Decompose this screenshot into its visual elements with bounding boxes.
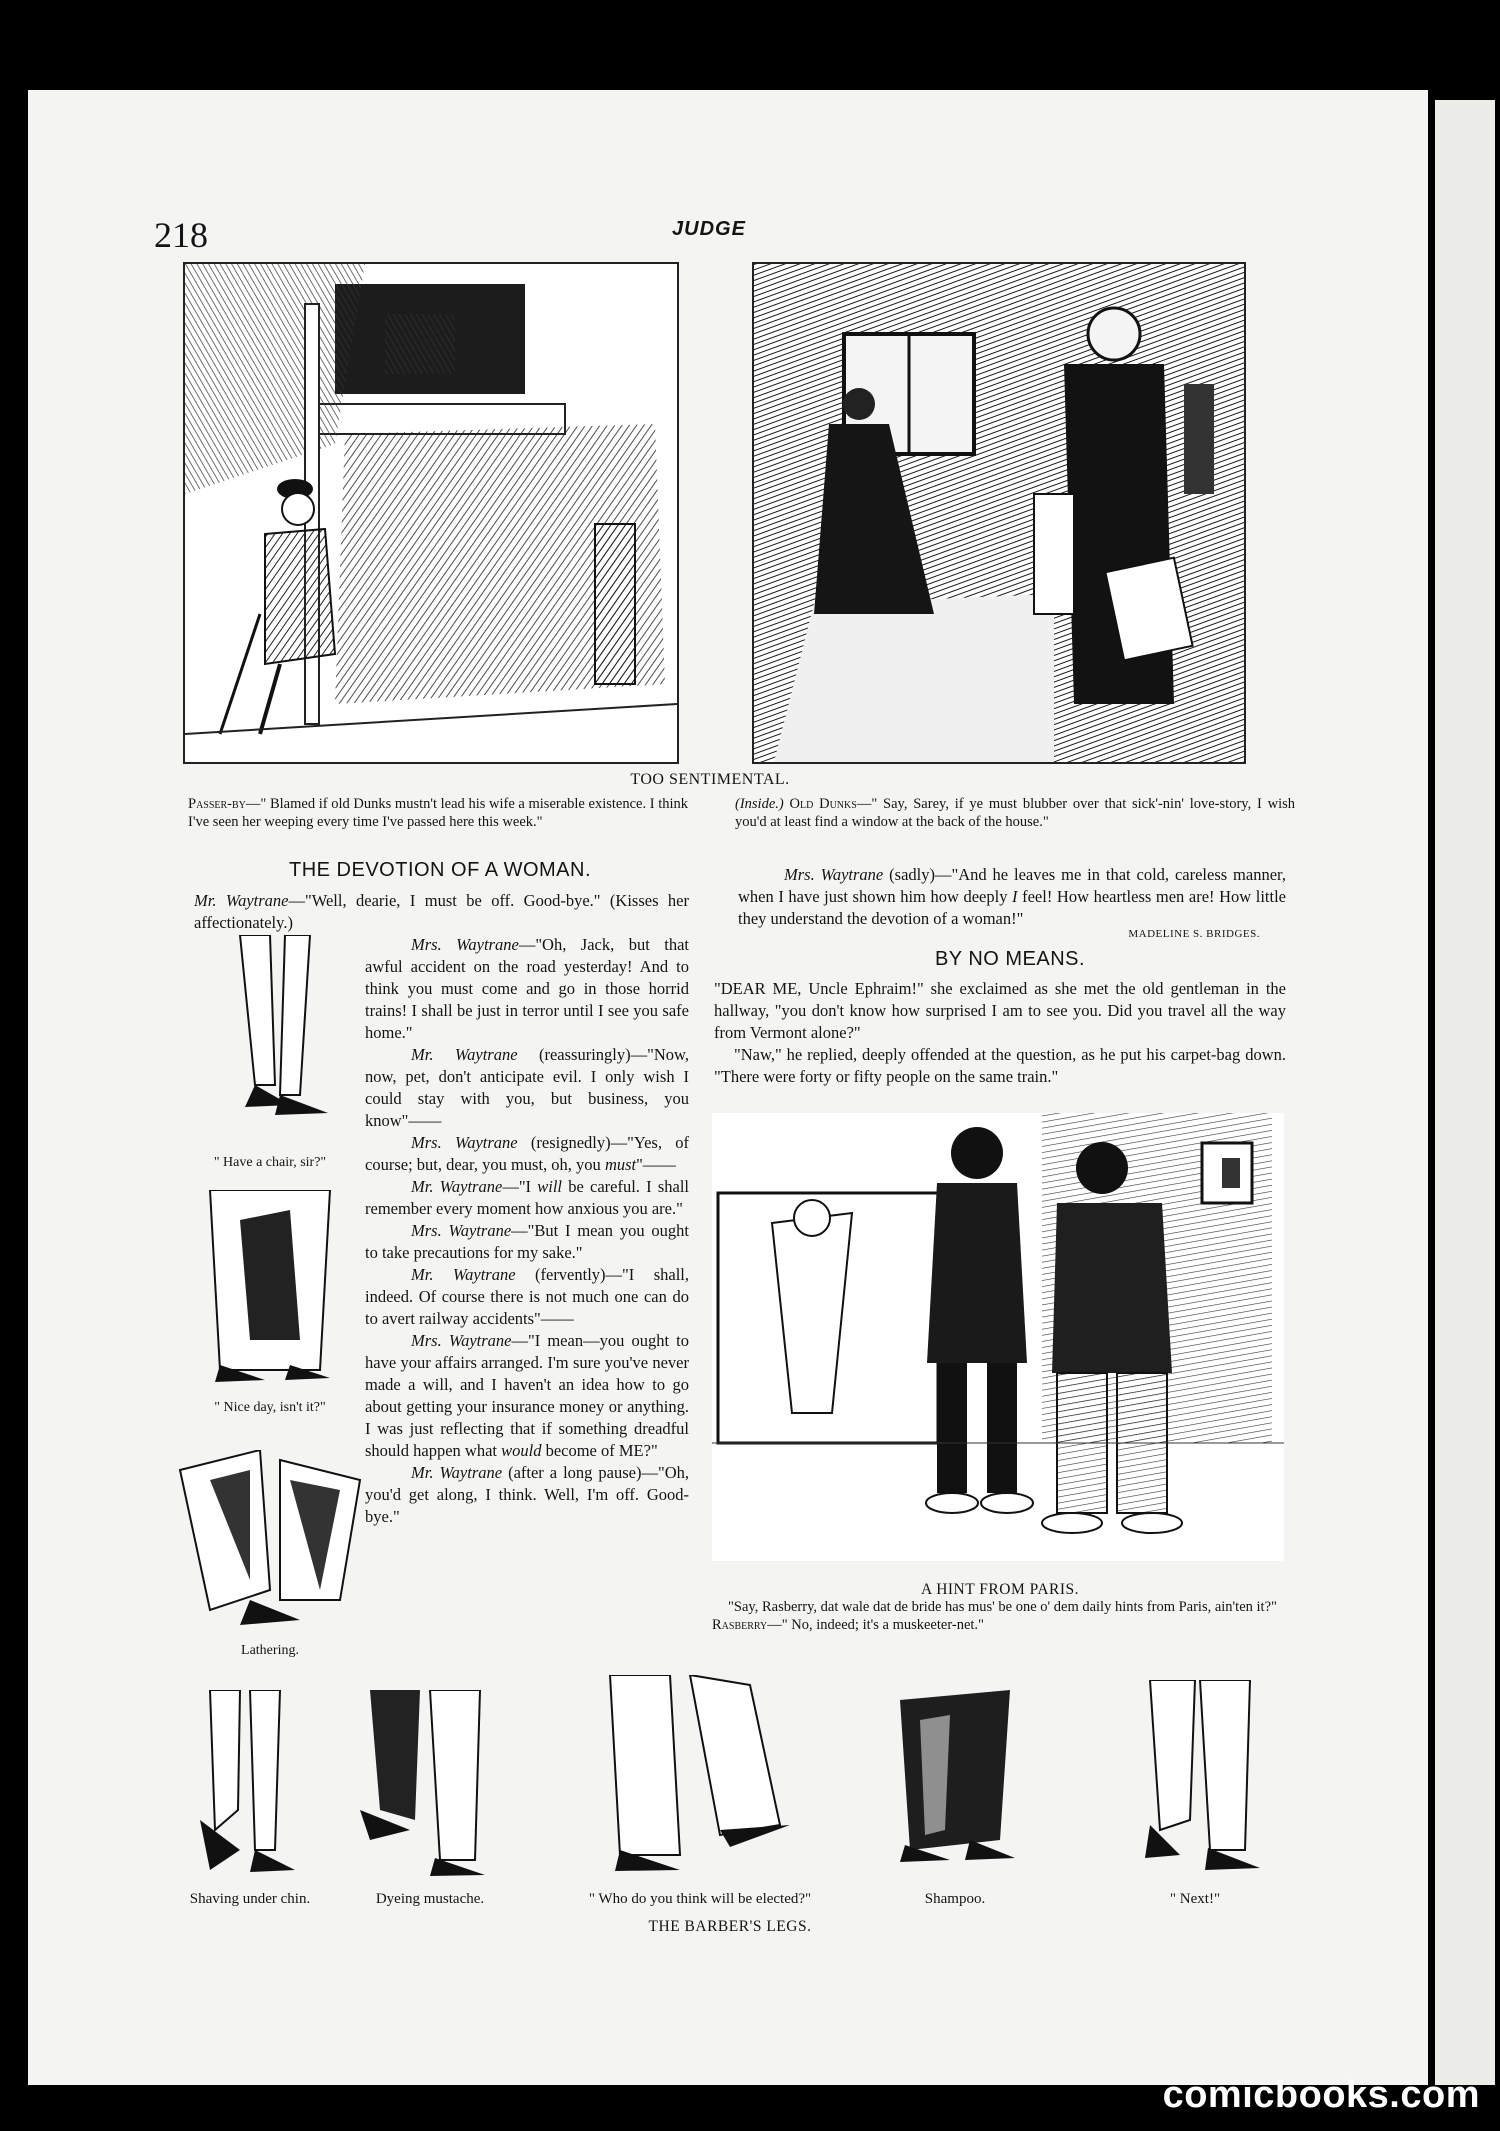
caption-legs-7: Shampoo. <box>924 1891 986 1907</box>
caption-legs-8: " Next!" <box>1169 1891 1221 1907</box>
caption-hint-line-1: "Say, Rasberry, dat wale dat de bride has mus' be one o' dem daily hints from Paris, ain'ten it?" <box>728 1599 1277 1615</box>
illustration-legs-3 <box>170 1450 370 1630</box>
devotion-paragraph-9 <box>365 1462 689 1528</box>
page-number: 218 <box>154 215 208 255</box>
emphasis: would <box>501 1441 542 1460</box>
devotion-paragraph-2 <box>365 934 689 1044</box>
speaker: Mrs. Waytrane <box>411 1133 518 1152</box>
dialogue-text: (resignedly)—"Yes, of course; but, dear, you must, oh, you <box>365 1133 689 1174</box>
devotion-paragraph-1 <box>194 890 689 934</box>
cartoon-title-too-sentimental: TOO SENTIMENTAL. <box>630 771 790 788</box>
by-no-means-text <box>714 978 1286 1088</box>
dialogue-text: be careful. I shall remember every moment how anxious you are." <box>365 1177 689 1218</box>
illustration-legs-7 <box>880 1690 1030 1880</box>
caption-hint-text: —" No, indeed; it's a muskeeter-net." <box>767 1617 984 1633</box>
dialogue-text: —"I <box>502 1177 538 1196</box>
by-no-means-paragraph-2: "Naw," he replied, deeply offended at the question, as he put his carpet-bag down. "There were forty or fifty people on the same train." <box>714 1045 1286 1086</box>
illustration-old-dunks <box>752 262 1246 764</box>
caption-hint-line-2 <box>712 1616 1292 1634</box>
by-no-means-paragraph-1: "DEAR ME, Uncle Ephraim!" she exclaimed as she met the old gentleman in the hallway, "you don't know how surprised I am to see you. Did you travel all the way from Vermont alone?" <box>714 979 1286 1042</box>
author-byline: MADELINE S. BRIDGES. <box>1128 928 1260 940</box>
feature-title-barbers-legs: THE BARBER'S LEGS. <box>648 1918 812 1935</box>
speaker: Mrs. Waytrane <box>411 935 519 954</box>
speaker-rasberry: Rasberry <box>712 1617 768 1633</box>
speaker: Mr. Waytrane <box>194 891 289 910</box>
dialogue-text: become of ME?" <box>541 1441 658 1460</box>
speaker: Mr. Waytrane <box>411 1265 516 1284</box>
emphasis: must <box>604 1155 637 1174</box>
illustration-hint-from-paris <box>712 1113 1284 1561</box>
emphasis: will <box>537 1177 563 1196</box>
caption-legs-1: " Have a chair, sir?" <box>213 1155 327 1170</box>
illustration-legs-4 <box>170 1690 310 1880</box>
speaker-passerby: Passer-by <box>188 796 246 812</box>
dialogue-text: (reassuringly)—"Now, now, pet, don't anticipate evil. I only wish I could stay with you, but business, you know"—— <box>365 1045 689 1130</box>
watermark: comicbooks.com <box>1162 2074 1480 2116</box>
dialogue-text: (sadly)—"And he leaves me in that cold, careless manner, when I have just shown him how deeply <box>738 865 1286 906</box>
caption-old-dunks <box>735 795 1295 831</box>
dialogue-text: —"I mean—you ought to have your affairs arranged. I'm sure you've never made a will, and I haven't an idea how to go about getting your insurance money or anything. I was just reflecting that if something dreadful should happen what <box>365 1331 689 1460</box>
caption-legs-3: Lathering. <box>241 1643 299 1658</box>
speaker: Mrs. Waytrane <box>411 1221 512 1240</box>
caption-old-dunks-text: —" Say, Sarey, if ye must blubber over that sick'-nin' love-story, I wish you'd at least find a window at the back of the house." <box>735 796 1296 830</box>
dialogue-text: feel! How heartless men are! How little they understand the devotion of a woman!" <box>738 887 1286 928</box>
devotion-paragraph-6 <box>365 1220 689 1264</box>
dialogue-text: —"Oh, Jack, but that awful accident on the road yesterday! And to think you must come and go in those horrid trains! I shall be just in terror until I see you safe home." <box>365 935 689 1042</box>
speaker: Mr. Waytrane <box>411 1045 518 1064</box>
dialogue-text: —"Well, dearie, I must be off. Good-bye." (Kisses her affectionately.) <box>194 891 689 932</box>
devotion-column <box>365 934 689 1528</box>
story-title-devotion: THE DEVOTION OF A WOMAN. <box>288 859 592 881</box>
emphasis: I <box>1012 887 1018 906</box>
devotion-paragraph-3 <box>365 1044 689 1132</box>
next-page-edge <box>1435 100 1495 2085</box>
dialogue-text: (after a long pause)—"Oh, you'd get along, I think. Well, I'm off. Good-bye." <box>365 1463 689 1526</box>
dialogue-text: —"But I mean you ought to take precautions for my sake." <box>365 1221 689 1262</box>
speaker: Mr. Waytrane <box>411 1463 503 1482</box>
illustration-legs-2 <box>180 1190 350 1385</box>
cartoon-title-hint-from-paris: A HINT FROM PARIS. <box>920 1581 1080 1598</box>
caption-legs-4: Shaving under chin. <box>189 1891 311 1907</box>
speaker: Mrs. Waytrane <box>784 865 884 884</box>
stage-direction-inside: (Inside.) <box>735 796 784 812</box>
dialogue-text: (fervently)—"I shall, indeed. Of course there is not much one can do to avert railway accidents"—— <box>365 1265 690 1328</box>
speaker: Mr. Waytrane <box>411 1177 503 1196</box>
speaker-old-dunks: Old Dunks <box>789 796 857 812</box>
illustration-legs-1 <box>200 935 340 1130</box>
illustration-passerby <box>183 262 679 764</box>
magazine-title: JUDGE <box>672 218 746 240</box>
illustration-legs-6 <box>580 1675 800 1875</box>
caption-legs-5: Dyeing mustache. <box>375 1891 485 1907</box>
story-title-by-no-means: BY NO MEANS. <box>934 948 1086 970</box>
caption-passerby <box>188 795 688 831</box>
devotion-paragraph-8 <box>365 1330 689 1462</box>
devotion-paragraph-7 <box>365 1264 689 1330</box>
speaker: Mrs. Waytrane <box>411 1331 512 1350</box>
illustration-legs-8 <box>1120 1680 1270 1880</box>
caption-legs-2: " Nice day, isn't it?" <box>214 1400 326 1415</box>
caption-hint-from-paris <box>712 1598 1292 1634</box>
caption-legs-6: " Who do you think will be elected?" <box>588 1891 812 1907</box>
devotion-paragraph-5 <box>365 1176 689 1220</box>
dialogue-text: "—— <box>636 1155 676 1174</box>
caption-passerby-text: —" Blamed if old Dunks mustn't lead his wife a miserable existence. I think I've seen her weeping every time I've passed here this week." <box>188 796 688 830</box>
devotion-paragraph-4 <box>365 1132 689 1176</box>
devotion-paragraph-10 <box>738 864 1286 930</box>
illustration-legs-5 <box>350 1690 500 1880</box>
